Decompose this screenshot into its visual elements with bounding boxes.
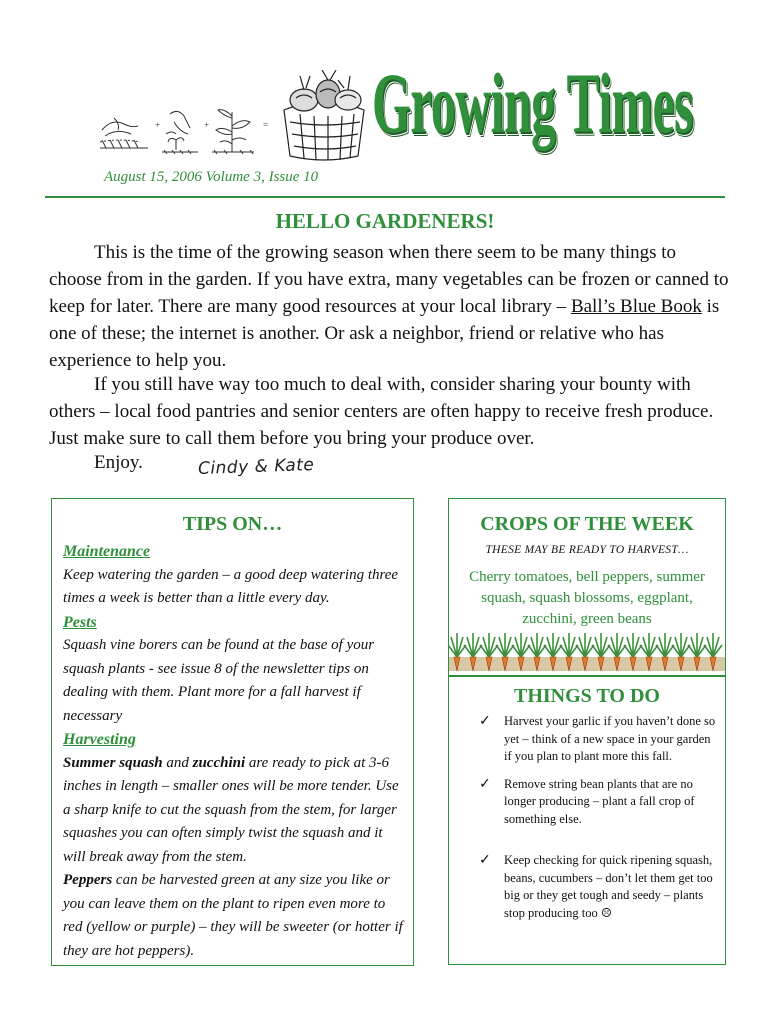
maintenance-text: Keep watering the garden – a good deep watering three times a week is better than a little every day. xyxy=(63,566,399,606)
crops-list: Cherry tomatoes, bell peppers, summer squash, squash blossoms, eggplant, zucchini, green beans xyxy=(469,569,705,627)
checkmark-icon: ✓ xyxy=(479,853,491,868)
carrot-row-illustration xyxy=(449,629,725,675)
carrot-row xyxy=(449,633,722,671)
intro-paragraph xyxy=(49,239,729,374)
section-divider xyxy=(449,675,725,677)
todo-title: THINGS TO DO xyxy=(514,685,660,707)
sharing-paragraph: If you still have way too much to deal with, consider sharing your bounty with others – local food pantries and senior centers are often happy to receive fresh produce. Just make sure to call them before you bring your produce over. xyxy=(49,374,714,449)
pests-heading: Pests xyxy=(63,613,97,631)
tips-box xyxy=(51,498,414,966)
zucchini-term: zucchini xyxy=(192,754,246,771)
signature: Cindy & Kate xyxy=(197,454,315,480)
checkmark-icon: ✓ xyxy=(479,776,491,792)
watering-sprout-icon xyxy=(162,111,198,154)
checkmark-icon: ✓ xyxy=(479,714,491,729)
equals-sign: = xyxy=(263,120,269,130)
and-text: and xyxy=(162,754,193,771)
closing-text: Enjoy. xyxy=(94,452,143,473)
maintenance-heading: Maintenance xyxy=(63,543,151,560)
growing-plant-icon xyxy=(212,110,254,154)
todo-item-text: Harvest your garlic if you haven’t done so yet – think of a new space in your garden if you plan to plant more this fall. xyxy=(504,714,716,763)
todo-item xyxy=(479,776,719,829)
tips-content xyxy=(63,540,408,963)
header-divider xyxy=(45,196,725,198)
harvesting-text xyxy=(63,752,408,964)
squash-harvest-text: are ready to pick at 3-6 inches in length – smaller ones will be more tender. Use a sharp knife to cut the squash from the stem, for larger squashes you can often simply twist the squash and it will break away from the stem. xyxy=(63,754,399,865)
newsletter-masthead: Growing Times xyxy=(372,55,693,151)
todo-list xyxy=(479,713,719,922)
todo-item-text: Keep checking for quick ripening squash, beans, cucumbers – don’t let them get too big or they get tough and seedy – plants stop producing too ☹ xyxy=(504,853,713,920)
issue-date-line: August 15, 2006 Volume 3, Issue 10 xyxy=(104,169,319,185)
todo-item xyxy=(479,713,719,766)
pests-text: Squash vine borers can be found at the base of your squash plants - see issue 8 of the newsletter tips on dealing with them. Plant more for a fall harvest if necessary xyxy=(63,637,375,724)
planting-hands-icon xyxy=(100,118,148,148)
greeting-title: HELLO GARDENERS! xyxy=(275,209,495,233)
vegetable-basket-icon xyxy=(284,70,364,160)
seed-to-harvest-illustration xyxy=(100,70,365,165)
todo-item-text: Remove string bean plants that are no longer producing – plant a fall crop of something else. xyxy=(504,776,695,826)
intro-text-end: is one of these; the internet is another. Or ask a neighbor, friend or relative who has experience to help you. xyxy=(49,296,720,371)
crops-title: CROPS OF THE WEEK xyxy=(480,513,694,535)
crops-subtitle: THESE MAY BE READY TO HARVEST… xyxy=(485,544,689,556)
book-title: Ball’s Blue Book xyxy=(570,296,702,317)
harvesting-heading: Harvesting xyxy=(63,731,136,748)
todo-item xyxy=(479,852,719,922)
tips-title: TIPS ON… xyxy=(182,513,283,535)
plus-sign: + xyxy=(204,120,210,130)
crops-box xyxy=(448,498,726,965)
summer-squash-term: Summer squash xyxy=(63,754,163,771)
plus-sign: + xyxy=(155,120,161,130)
pepper-harvest-text: can be harvested green at any size you like or you can leave them on the plant to ripen even more to red (yellow or purple) – they will be sweeter (or hotter if they are hot peppers). xyxy=(63,872,403,959)
peppers-term: Peppers xyxy=(63,872,113,888)
intro-text-start: This is the time of the growing season when there seem to be many things to choose from in the garden. If you have extra, many vegetables can be frozen or canned to keep for later. There are many good resources at your local library – xyxy=(49,242,729,317)
